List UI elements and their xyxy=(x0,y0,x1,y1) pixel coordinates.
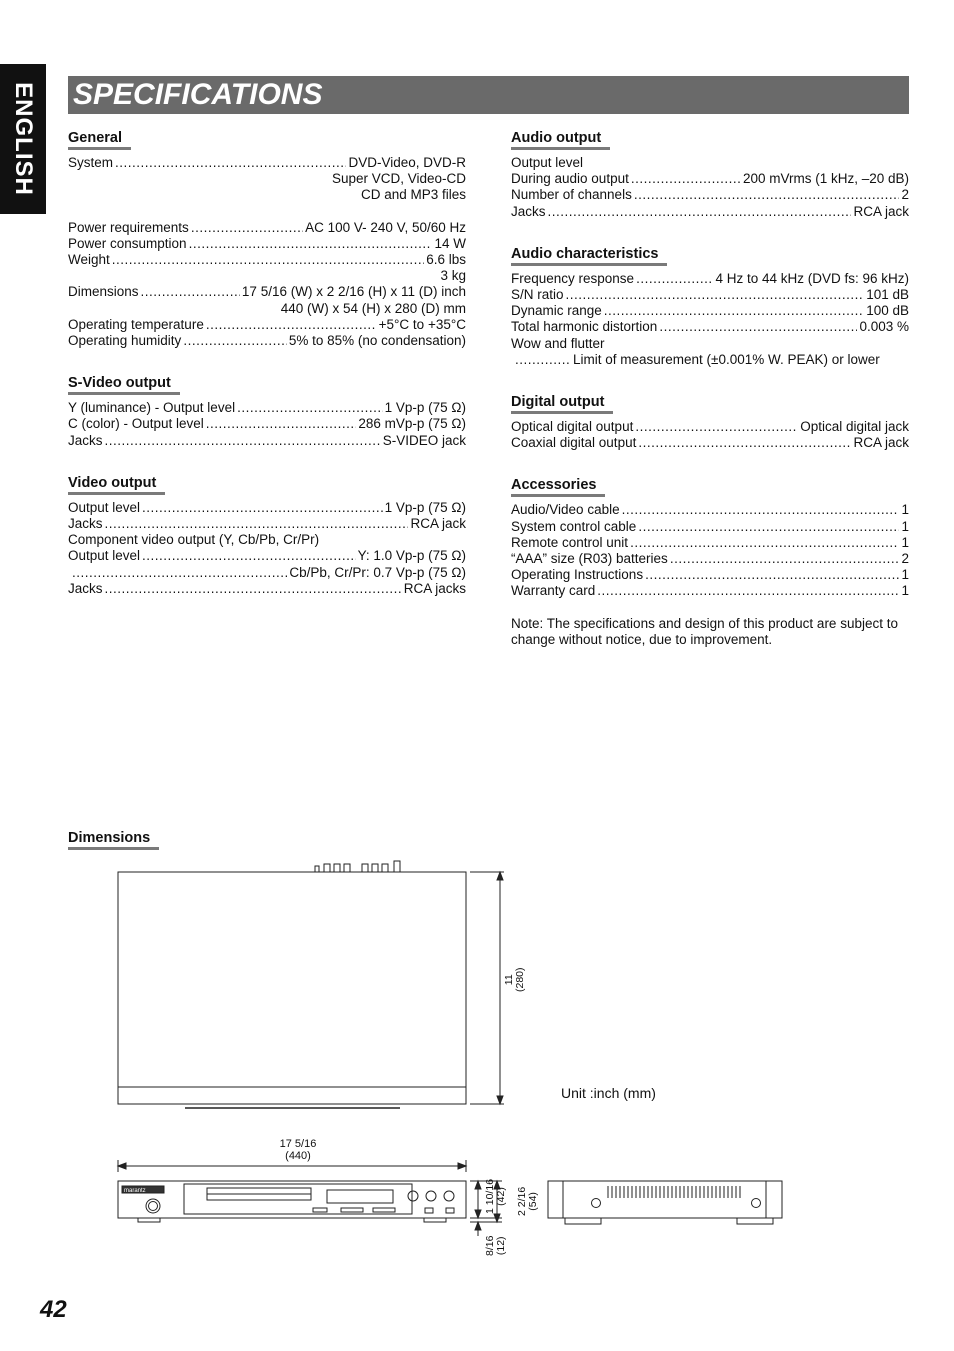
spec-label: Operating temperature xyxy=(68,316,204,332)
language-tab-label: ENGLISH xyxy=(10,82,37,196)
spec-value: Cb/Pb, Cr/Pr: 0.7 Vp-p (75 Ω) xyxy=(289,564,466,580)
spec-value: RCA jack xyxy=(853,435,909,451)
accessory-label: System control cable xyxy=(511,518,637,534)
spec-value: RCA jack xyxy=(853,203,909,219)
accessory-qty: 1 xyxy=(901,502,909,518)
spec-label: Output level xyxy=(68,499,141,515)
spec-value: DVD-Video, DVD-R xyxy=(348,155,466,170)
spec-value: 200 mVrms (1 kHz, –20 dB) xyxy=(742,171,909,187)
spec-label: Coaxial digital output xyxy=(511,435,637,451)
spec-line: Output level xyxy=(511,155,584,170)
width-label: 17 5/16 (440) xyxy=(279,1138,317,1162)
spec-label: Weight xyxy=(68,252,110,268)
spec-label: Power consumption xyxy=(68,235,187,251)
accessory-qty: 1 xyxy=(901,567,909,583)
spec-label: Dynamic range xyxy=(511,303,602,319)
spec-value: 17 5/16 (W) x 2 2/16 (H) x 11 (D) inch xyxy=(241,284,466,300)
unit-label: Unit :inch (mm) xyxy=(561,1085,656,1101)
spec-label: Jacks xyxy=(68,580,103,596)
audio-char-heading: Audio characteristics xyxy=(511,247,667,266)
spec-label: Jacks xyxy=(68,432,103,448)
spec-continuation: Super VCD, Video-CD xyxy=(331,171,466,187)
accessory-qty: 1 xyxy=(901,534,909,550)
spec-value: Limit of measurement (±0.001% W. PEAK) or lower xyxy=(573,351,880,367)
spec-label: S/N ratio xyxy=(511,287,564,303)
digital-heading: Digital output xyxy=(511,395,613,414)
spec-value: 286 mVp-p (75 Ω) xyxy=(358,416,466,432)
spec-value: 5% to 85% (no condensation) xyxy=(288,333,466,349)
total-height-label: 2 2/16 (54) xyxy=(516,1186,539,1216)
accessory-label: “AAA” size (R03) batteries xyxy=(511,551,668,567)
spec-label: Dimensions xyxy=(68,284,139,300)
spec-value: Optical digital jack xyxy=(800,419,909,435)
spec-label: System xyxy=(68,155,114,170)
spec-value: 14 W xyxy=(434,235,466,251)
spec-label: Jacks xyxy=(68,516,103,532)
spec-label: Frequency response xyxy=(511,270,635,286)
spec-continuation: 440 (W) x 54 (H) x 280 (D) mm xyxy=(280,300,466,316)
spec-continuation: CD and MP3 files xyxy=(360,187,466,203)
brand-logo: marantz xyxy=(124,1188,146,1194)
svideo-heading: S-Video output xyxy=(68,376,180,395)
page-title: SPECIFICATIONS xyxy=(73,78,323,111)
spec-label: Operating humidity xyxy=(68,333,182,349)
spec-value: Y: 1.0 Vp-p (75 Ω) xyxy=(357,548,466,564)
accessory-qty: 2 xyxy=(901,551,909,567)
spec-label: Total harmonic distortion xyxy=(511,319,658,335)
accessory-label: Operating Instructions xyxy=(511,567,644,583)
spec-value: 101 dB xyxy=(866,287,909,303)
spec-continuation: 3 kg xyxy=(440,268,466,284)
page-number: 42 xyxy=(40,1296,67,1323)
accessory-qty: 1 xyxy=(901,518,909,534)
spec-line: Component video output (Y, Cb/Pb, Cr/Pr) xyxy=(68,532,320,548)
accessories-heading: Accessories xyxy=(511,478,605,497)
foot-height-label: 8/16 (12) xyxy=(484,1235,507,1256)
spec-label: C (color) - Output level xyxy=(68,416,204,432)
spec-label: During audio output xyxy=(511,171,629,187)
body-height-label: 1 10/16 (42) xyxy=(484,1178,507,1214)
spec-value: 2 xyxy=(901,187,909,203)
dimensions-heading: Dimensions xyxy=(68,831,159,850)
spec-line: Wow and flutter xyxy=(511,335,605,351)
spec-value: 1 Vp-p (75 Ω) xyxy=(384,499,466,515)
spec-value: 0.003 % xyxy=(859,319,909,335)
accessory-label: Warranty card xyxy=(511,583,596,599)
spec-note: Note: The specifications and design of this product are subject to change without notice, due to improvement. xyxy=(511,615,898,647)
accessory-label: Remote control unit xyxy=(511,534,629,550)
spec-value: 1 Vp-p (75 Ω) xyxy=(384,400,466,416)
spec-label: Y (luminance) - Output level xyxy=(68,400,236,416)
spec-value: +5°C to +35°C xyxy=(378,316,466,332)
spec-value: 6.6 lbs xyxy=(426,252,466,268)
spec-label: Optical digital output xyxy=(511,419,634,435)
general-heading: General xyxy=(68,131,131,150)
accessory-label: Audio/Video cable xyxy=(511,502,620,518)
spec-label: Power requirements xyxy=(68,219,189,235)
spec-label: Jacks xyxy=(511,203,546,219)
spec-label: Number of channels xyxy=(511,187,632,203)
spec-value: RCA jacks xyxy=(403,580,466,596)
spec-value: 100 dB xyxy=(866,303,909,319)
spec-value: RCA jack xyxy=(410,516,466,532)
spec-value: 4 Hz to 44 kHz (DVD fs: 96 kHz) xyxy=(715,270,909,286)
accessory-qty: 1 xyxy=(901,583,909,599)
spec-value: S-VIDEO jack xyxy=(382,432,466,448)
video-heading: Video output xyxy=(68,476,165,495)
depth-label: 11 (280) xyxy=(503,967,526,992)
audio-output-heading: Audio output xyxy=(511,131,610,150)
spec-value: AC 100 V- 240 V, 50/60 Hz xyxy=(305,219,466,235)
spec-label: Output level xyxy=(68,548,141,564)
